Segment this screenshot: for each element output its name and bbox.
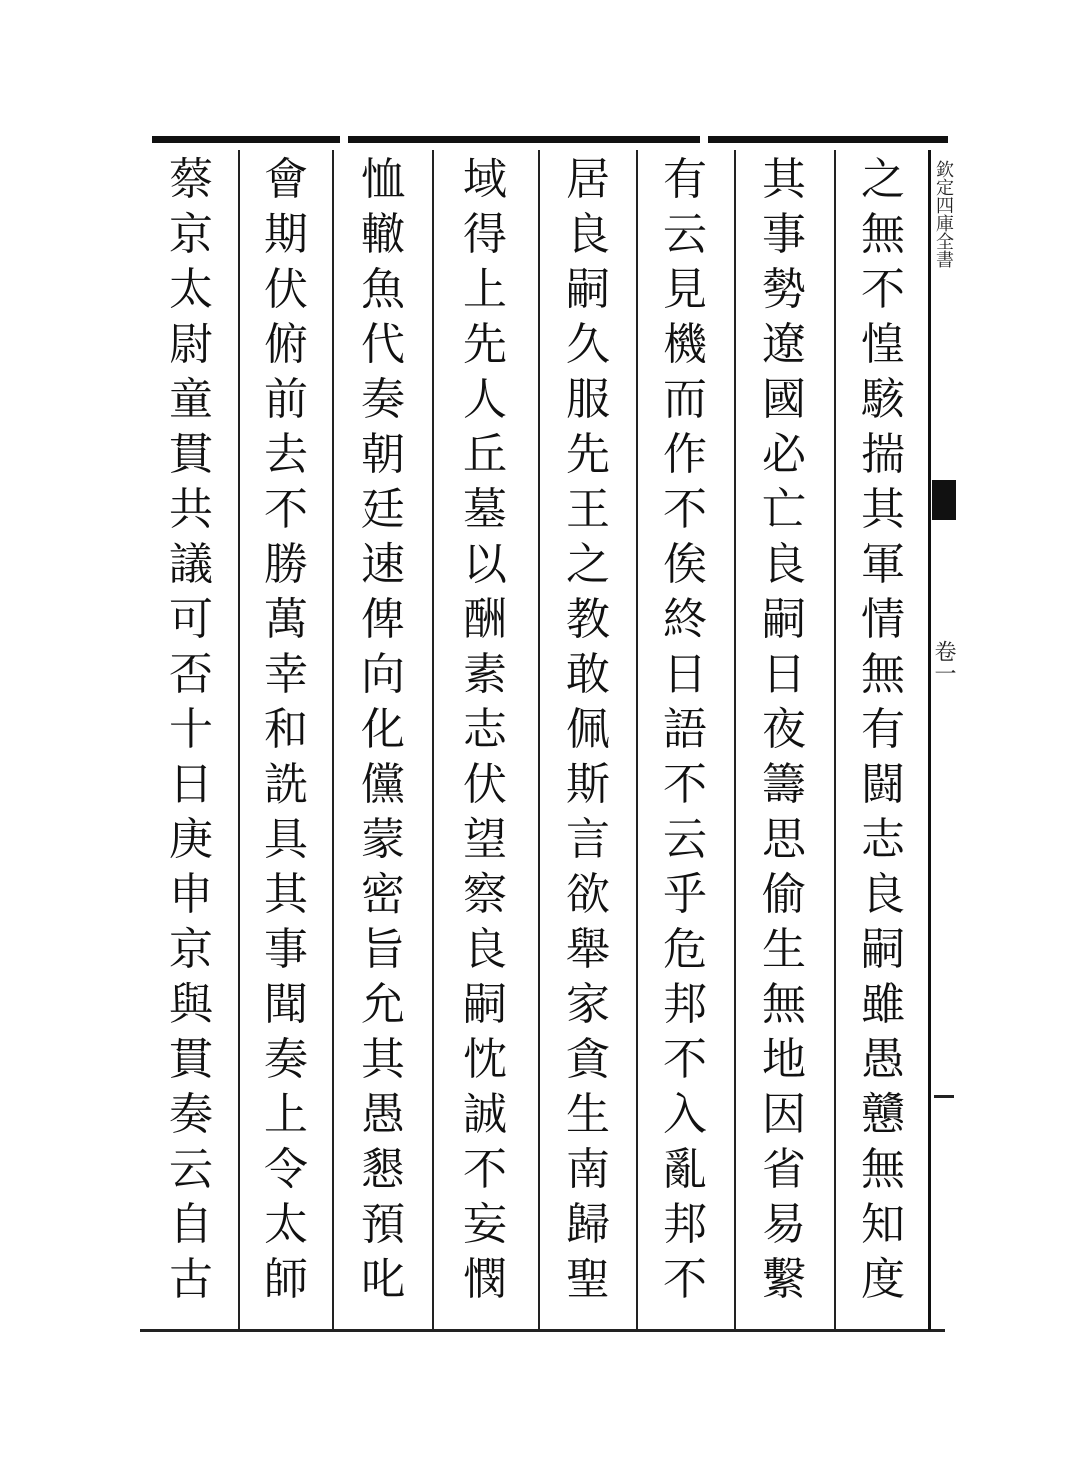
frame-right-border (928, 150, 931, 1330)
text-glyph: 志 (463, 704, 507, 755)
text-glyph: 亂 (663, 1144, 707, 1195)
text-glyph: 與 (169, 979, 213, 1030)
text-glyph: 令 (264, 1144, 308, 1195)
text-glyph: 欲 (566, 869, 610, 920)
text-glyph: 勢 (762, 264, 806, 315)
text-glyph: 懇 (361, 1144, 405, 1195)
text-glyph: 雖 (861, 979, 905, 1030)
text-glyph: 歸 (566, 1199, 610, 1250)
text-glyph: 語 (663, 704, 707, 755)
text-glyph: 去 (264, 429, 308, 480)
top-border-gap (340, 134, 348, 145)
text-glyph: 自 (169, 1199, 213, 1250)
text-column-2 (741, 152, 827, 1322)
bottom-border-rule (140, 1329, 945, 1332)
text-glyph: 斯 (566, 759, 610, 810)
text-glyph: 和 (264, 704, 308, 755)
text-glyph: 不 (861, 264, 905, 315)
text-glyph: 言 (566, 814, 610, 865)
text-glyph: 愚 (361, 1089, 405, 1140)
text-glyph: 幸 (264, 649, 308, 700)
text-glyph: 預 (361, 1199, 405, 1250)
text-glyph: 誠 (463, 1089, 507, 1140)
text-glyph: 情 (861, 594, 905, 645)
text-glyph: 因 (762, 1089, 806, 1140)
text-glyph: 佩 (566, 704, 610, 755)
text-glyph: 共 (169, 484, 213, 535)
text-column-4 (545, 152, 631, 1322)
text-glyph: 事 (762, 209, 806, 260)
text-glyph: 王 (566, 484, 610, 535)
column-separator (332, 150, 334, 1330)
text-glyph: 不 (663, 1254, 707, 1305)
text-glyph: 域 (463, 154, 507, 205)
text-glyph: 良 (861, 869, 905, 920)
fishtail-mark (932, 480, 956, 520)
text-column-1 (840, 152, 926, 1322)
text-glyph: 必 (762, 429, 806, 480)
text-glyph: 叱 (361, 1254, 405, 1305)
text-glyph: 地 (762, 1034, 806, 1085)
text-glyph: 轍 (361, 209, 405, 260)
text-glyph: 云 (169, 1144, 213, 1195)
text-glyph: 上 (463, 264, 507, 315)
text-glyph: 憫 (463, 1254, 507, 1305)
text-glyph: 議 (169, 539, 213, 590)
text-glyph: 貫 (169, 429, 213, 480)
text-glyph: 邦 (663, 1199, 707, 1250)
text-glyph: 俾 (361, 594, 405, 645)
text-glyph: 國 (762, 374, 806, 425)
text-glyph: 有 (663, 154, 707, 205)
text-glyph: 勝 (264, 539, 308, 590)
text-glyph: 其 (264, 869, 308, 920)
text-glyph: 貫 (169, 1034, 213, 1085)
text-glyph: 廷 (361, 484, 405, 535)
text-glyph: 奏 (169, 1089, 213, 1140)
text-glyph: 察 (463, 869, 507, 920)
text-glyph: 遼 (762, 319, 806, 370)
text-glyph: 機 (663, 319, 707, 370)
text-glyph: 日 (169, 759, 213, 810)
column-separator (538, 150, 540, 1330)
text-glyph: 日 (663, 649, 707, 700)
text-glyph: 望 (463, 814, 507, 865)
text-glyph: 嗣 (762, 594, 806, 645)
text-glyph: 其 (361, 1034, 405, 1085)
text-glyph: 聖 (566, 1254, 610, 1305)
text-glyph: 見 (663, 264, 707, 315)
text-glyph: 良 (762, 539, 806, 590)
text-glyph: 上 (264, 1089, 308, 1140)
text-glyph: 志 (861, 814, 905, 865)
text-glyph: 得 (463, 209, 507, 260)
text-glyph: 夜 (762, 704, 806, 755)
text-glyph: 旨 (361, 924, 405, 975)
text-glyph: 魚 (361, 264, 405, 315)
text-glyph: 酬 (463, 594, 507, 645)
text-glyph: 不 (264, 484, 308, 535)
volume-label: 卷一 (931, 640, 956, 684)
text-glyph: 俯 (264, 319, 308, 370)
text-glyph: 駭 (861, 374, 905, 425)
text-glyph: 有 (861, 704, 905, 755)
top-border-gap (700, 134, 708, 145)
text-glyph: 不 (663, 759, 707, 810)
text-glyph: 會 (264, 154, 308, 205)
text-column-3 (642, 152, 728, 1322)
text-glyph: 良 (566, 209, 610, 260)
text-glyph: 省 (762, 1144, 806, 1195)
text-glyph: 古 (169, 1254, 213, 1305)
text-glyph: 揣 (861, 429, 905, 480)
text-glyph: 服 (566, 374, 610, 425)
column-separator (734, 150, 736, 1330)
fold-margin (931, 150, 956, 1330)
text-glyph: 允 (361, 979, 405, 1030)
text-glyph: 忱 (463, 1034, 507, 1085)
text-glyph: 籌 (762, 759, 806, 810)
text-column-8 (148, 152, 234, 1322)
text-glyph: 童 (169, 374, 213, 425)
text-glyph: 密 (361, 869, 405, 920)
text-glyph: 久 (566, 319, 610, 370)
text-glyph: 良 (463, 924, 507, 975)
text-glyph: 邦 (663, 979, 707, 1030)
text-glyph: 庚 (169, 814, 213, 865)
text-glyph: 俟 (663, 539, 707, 590)
fold-margin-rule (934, 1095, 954, 1098)
text-glyph: 其 (762, 154, 806, 205)
text-glyph: 先 (566, 429, 610, 480)
text-glyph: 萬 (264, 594, 308, 645)
text-glyph: 蔡 (169, 154, 213, 205)
text-glyph: 具 (264, 814, 308, 865)
text-glyph: 代 (361, 319, 405, 370)
text-column-5 (442, 152, 528, 1322)
text-glyph: 伏 (463, 759, 507, 810)
text-glyph: 京 (169, 924, 213, 975)
text-glyph: 太 (264, 1199, 308, 1250)
text-glyph: 嗣 (566, 264, 610, 315)
text-glyph: 貪 (566, 1034, 610, 1085)
text-glyph: 乎 (663, 869, 707, 920)
text-glyph: 尉 (169, 319, 213, 370)
text-glyph: 偷 (762, 869, 806, 920)
text-glyph: 其 (861, 484, 905, 535)
text-glyph: 入 (663, 1089, 707, 1140)
text-glyph: 向 (361, 649, 405, 700)
text-glyph: 之 (861, 154, 905, 205)
text-glyph: 蒙 (361, 814, 405, 865)
text-glyph: 不 (463, 1144, 507, 1195)
text-glyph: 奏 (264, 1034, 308, 1085)
text-glyph: 不 (663, 1034, 707, 1085)
text-glyph: 妄 (463, 1199, 507, 1250)
text-glyph: 愚 (861, 1034, 905, 1085)
column-separator (238, 150, 240, 1330)
text-glyph: 危 (663, 924, 707, 975)
text-glyph: 期 (264, 209, 308, 260)
text-glyph: 易 (762, 1199, 806, 1250)
text-glyph: 儻 (361, 759, 405, 810)
text-glyph: 舉 (566, 924, 610, 975)
text-glyph: 之 (566, 539, 610, 590)
text-glyph: 嗣 (463, 979, 507, 1030)
text-glyph: 無 (861, 649, 905, 700)
text-glyph: 生 (566, 1089, 610, 1140)
text-glyph: 生 (762, 924, 806, 975)
text-glyph: 聞 (264, 979, 308, 1030)
text-glyph: 而 (663, 374, 707, 425)
text-glyph: 師 (264, 1254, 308, 1305)
text-glyph: 惶 (861, 319, 905, 370)
text-glyph: 日 (762, 649, 806, 700)
text-glyph: 云 (663, 209, 707, 260)
text-glyph: 無 (861, 209, 905, 260)
text-glyph: 敢 (566, 649, 610, 700)
text-glyph: 事 (264, 924, 308, 975)
text-glyph: 以 (463, 539, 507, 590)
top-border-rule (152, 136, 948, 143)
text-glyph: 申 (169, 869, 213, 920)
text-glyph: 戇 (861, 1089, 905, 1140)
text-glyph: 無 (861, 1144, 905, 1195)
text-glyph: 亡 (762, 484, 806, 535)
text-glyph: 度 (861, 1254, 905, 1305)
text-glyph: 太 (169, 264, 213, 315)
text-glyph: 家 (566, 979, 610, 1030)
text-glyph: 墓 (463, 484, 507, 535)
text-glyph: 思 (762, 814, 806, 865)
text-glyph: 終 (663, 594, 707, 645)
text-glyph: 京 (169, 209, 213, 260)
column-separator (834, 150, 836, 1330)
column-separator (432, 150, 434, 1330)
text-glyph: 前 (264, 374, 308, 425)
text-glyph: 軍 (861, 539, 905, 590)
text-glyph: 速 (361, 539, 405, 590)
text-glyph: 可 (169, 594, 213, 645)
book-title: 欽定四庫全書 (933, 160, 954, 268)
text-glyph: 闘 (861, 759, 905, 810)
text-glyph: 恤 (361, 154, 405, 205)
text-glyph: 教 (566, 594, 610, 645)
text-glyph: 作 (663, 429, 707, 480)
text-column-6 (340, 152, 426, 1322)
text-glyph: 居 (566, 154, 610, 205)
text-glyph: 否 (169, 649, 213, 700)
text-glyph: 詵 (264, 759, 308, 810)
column-separator (636, 150, 638, 1330)
text-glyph: 伏 (264, 264, 308, 315)
text-glyph: 繫 (762, 1254, 806, 1305)
text-glyph: 無 (762, 979, 806, 1030)
text-glyph: 云 (663, 814, 707, 865)
text-glyph: 素 (463, 649, 507, 700)
text-glyph: 十 (169, 704, 213, 755)
text-glyph: 朝 (361, 429, 405, 480)
text-glyph: 知 (861, 1199, 905, 1250)
text-column-7 (243, 152, 329, 1322)
text-glyph: 人 (463, 374, 507, 425)
text-glyph: 先 (463, 319, 507, 370)
text-glyph: 化 (361, 704, 405, 755)
text-glyph: 不 (663, 484, 707, 535)
text-glyph: 嗣 (861, 924, 905, 975)
text-glyph: 南 (566, 1144, 610, 1195)
text-glyph: 丘 (463, 429, 507, 480)
text-glyph: 奏 (361, 374, 405, 425)
